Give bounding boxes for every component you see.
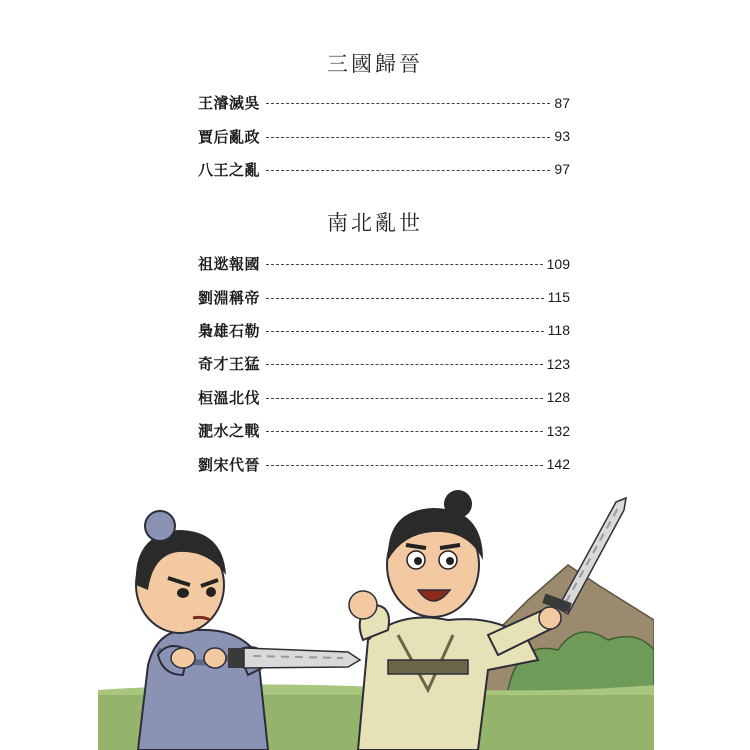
dot-leader [266, 398, 543, 399]
dot-leader [266, 170, 550, 171]
toc-entry-label: 梟雄石勒 [198, 321, 261, 340]
toc-entry[interactable] [198, 247, 570, 280]
toc-entry[interactable] [198, 86, 570, 119]
dot-leader [266, 264, 543, 265]
toc-entry[interactable] [198, 314, 570, 347]
toc-entry-page: 132 [546, 422, 570, 439]
dot-leader [266, 298, 544, 299]
toc-entry-page: 128 [546, 389, 570, 406]
toc-entry[interactable] [198, 381, 570, 414]
toc-entry-label: 奇才王猛 [198, 355, 261, 374]
dot-leader [266, 331, 544, 332]
toc-entry-label: 劉宋代晉 [198, 455, 261, 474]
toc-entry[interactable] [198, 119, 570, 152]
toc-entry[interactable] [198, 153, 570, 186]
toc-entry-page: 87 [554, 94, 570, 111]
toc-entry-label: 祖逖報國 [198, 255, 261, 274]
toc-entry[interactable] [198, 414, 570, 447]
dot-leader [266, 431, 543, 432]
toc-list-section-1 [198, 86, 570, 186]
toc-list-section-2 [198, 247, 570, 481]
section-title-sanguo-guijin: 三國歸晉 [327, 52, 423, 76]
dot-leader [266, 465, 543, 466]
toc-entry-label: 王濬滅吳 [198, 94, 261, 113]
sword-duel-illustration [98, 490, 654, 750]
toc-entry-page: 93 [554, 128, 570, 145]
toc-entry-page: 97 [554, 161, 570, 178]
dot-leader [266, 103, 550, 104]
toc-entry-label: 淝水之戰 [198, 422, 261, 441]
toc-entry-page: 109 [546, 255, 570, 272]
toc-entry[interactable] [198, 347, 570, 380]
toc-entry-label: 賈后亂政 [198, 127, 261, 146]
toc-entry-label: 劉淵稱帝 [198, 288, 261, 307]
toc-entry[interactable] [198, 280, 570, 313]
toc-entry-page: 118 [547, 322, 570, 339]
toc-entry[interactable] [198, 447, 570, 480]
toc-entry-page: 142 [546, 456, 570, 473]
dot-leader [266, 364, 543, 365]
toc-entry-page: 123 [546, 355, 570, 372]
dot-leader [266, 137, 550, 138]
toc-entry-label: 八王之亂 [198, 160, 261, 179]
toc-entry-label: 桓溫北伐 [198, 388, 261, 407]
section-title-nanbei-luanshi: 南北亂世 [327, 211, 423, 235]
toc-entry-page: 115 [547, 289, 570, 306]
